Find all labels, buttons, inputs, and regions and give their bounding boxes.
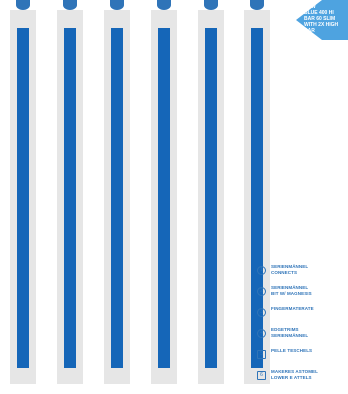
badge-line: BAR	[304, 28, 315, 34]
badge-line: BLUE 400 HI	[304, 10, 334, 16]
strip-cap	[204, 0, 218, 10]
legend-label-line: BIT W/ MAGNESIS	[271, 290, 312, 296]
strip-cap	[157, 0, 171, 10]
legend-number: 5	[257, 350, 266, 359]
legend-label-line: PELLE TESCHELS	[271, 348, 313, 353]
legend-item	[257, 348, 347, 364]
legend-label	[271, 306, 345, 312]
badge-line: NEW	[304, 4, 316, 10]
legend-label-line: FINGERMATERATE	[271, 306, 314, 311]
blue-bar	[64, 28, 76, 368]
legend-item	[257, 264, 347, 280]
legend-number: 6	[257, 371, 266, 380]
legend-label-line: SERIENMÄNNEL	[271, 332, 309, 338]
legend-label-line: EDGETRIMS	[271, 327, 299, 332]
legend-label	[271, 285, 345, 296]
strip-4	[151, 0, 177, 394]
blue-bar	[17, 28, 29, 368]
legend-label	[271, 369, 345, 380]
blue-bar	[111, 28, 123, 368]
promo-badge	[282, 0, 348, 40]
legend-label-line: CONNECTS	[271, 269, 298, 275]
legend-label	[271, 327, 345, 338]
legend-label	[271, 264, 345, 275]
legend-number: 1	[257, 266, 266, 275]
legend-item	[257, 327, 347, 343]
blue-bar	[158, 28, 170, 368]
legend-item	[257, 285, 347, 301]
legend-label	[271, 348, 345, 354]
strip-3	[104, 0, 130, 394]
badge-text	[304, 4, 348, 34]
badge-line: BAR 60 SLIM	[304, 16, 336, 22]
strip-cap	[63, 0, 77, 10]
legend-label-line: MAKERES ASTOMEL	[271, 369, 319, 374]
strip-2	[57, 0, 83, 394]
badge-line: WITH 2X HIGH	[304, 22, 339, 28]
legend-label-line: SERIENMÄNNEL	[271, 264, 309, 269]
legend-number: 2	[257, 287, 266, 296]
legend-label-line: SERIENMÄNNEL	[271, 285, 309, 290]
strip-cap	[110, 0, 124, 10]
strip-1	[10, 0, 36, 394]
legend-number: 4	[257, 329, 266, 338]
legend-label-line: LOWER E ATTELS	[271, 374, 312, 380]
strip-cap	[16, 0, 30, 10]
strip-5	[198, 0, 224, 394]
strip-cap	[250, 0, 264, 10]
legend-item	[257, 306, 347, 322]
blue-bar	[205, 28, 217, 368]
legend-number: 3	[257, 308, 266, 317]
legend-item	[257, 369, 347, 385]
